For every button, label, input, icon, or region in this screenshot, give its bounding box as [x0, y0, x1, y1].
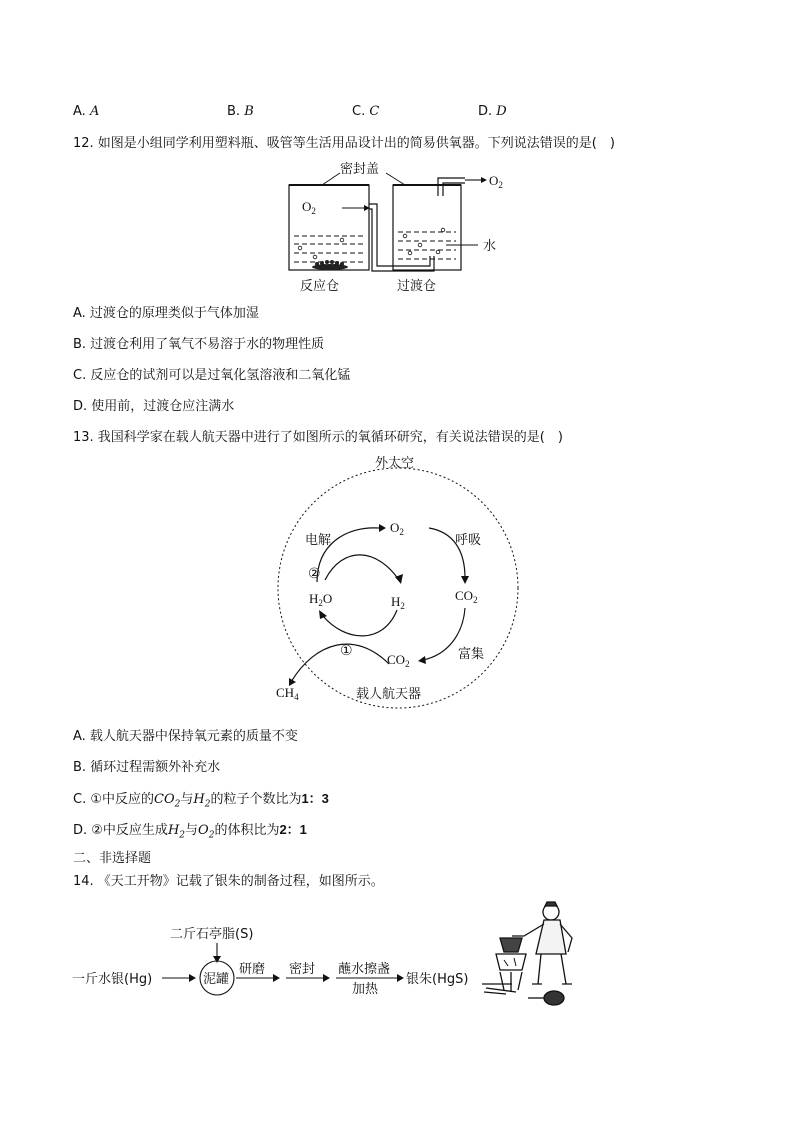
o2-outlet-label: $O_2$	[489, 173, 503, 190]
q13-option-b[interactable]: B. 循环过程需额外补充水	[73, 760, 221, 775]
water-label: 水	[483, 239, 497, 254]
co2-bottom-label: $CO_2$	[387, 652, 410, 669]
reaction-chamber	[289, 185, 369, 270]
q11-option-a[interactable]: A. A	[73, 104, 100, 119]
q11-option-b[interactable]: B. B	[227, 104, 254, 119]
seal-step: 密封	[289, 962, 316, 977]
respiration-label: 呼吸	[455, 533, 482, 548]
q12-stem: 12. 如图是小组同学利用塑料瓶、吸管等生活用品设计出的简易供氧器。下列说法错误的是( )	[73, 136, 615, 151]
q14-process-diagram	[66, 900, 586, 1020]
transition-chamber	[393, 185, 461, 270]
mercury-label: 一斤水银(Hg)	[72, 972, 153, 987]
q13-oxygen-cycle-diagram	[265, 450, 535, 720]
q11-option-d[interactable]: D. D	[478, 104, 507, 119]
section-heading: 二、非选择题	[73, 851, 152, 866]
h2o-label: $H_2O$	[309, 591, 333, 608]
spacecraft-boundary	[278, 468, 518, 708]
clay-pot-label: 泥罐	[203, 972, 230, 987]
woodcut-illustration	[482, 902, 572, 1005]
q13-option-d[interactable]: D. ②中反应生成$H_2$与$O_2$的体积比为2：1	[73, 822, 307, 841]
electrolysis-h2-arrow	[325, 555, 399, 580]
q12-oxygen-supplier-diagram	[280, 156, 530, 296]
h2-label: $H_2$	[391, 594, 405, 611]
co2-top-label: $CO_2$	[455, 588, 478, 605]
q13-stem: 13. 我国科学家在载人航天器中进行了如图所示的氧循环研究，有关说法错误的是( )	[73, 430, 563, 445]
heat-step: 加热	[352, 982, 379, 997]
electrolysis-label: 电解	[305, 533, 332, 548]
q11-option-c[interactable]: C. C	[352, 104, 380, 119]
o2-inlet-label: $O_2$	[302, 199, 316, 216]
ch4-label: $CH_4$	[276, 685, 299, 702]
reaction-chamber-label: 反应仓	[300, 279, 340, 294]
lid-label: 密封盖	[340, 162, 380, 177]
reaction-1-marker: ①	[340, 643, 353, 659]
q13-option-a[interactable]: A. 载人航天器中保持氧元素的质量不变	[73, 729, 298, 744]
transition-chamber-label: 过渡仓	[397, 279, 437, 294]
reaction1-h2o-arrow	[323, 610, 397, 636]
wipe-step: 蘸水擦盏	[338, 962, 391, 977]
o2-label: $O_2$	[390, 520, 404, 537]
connecting-tube	[369, 204, 434, 271]
reaction-2-marker: ②	[308, 566, 321, 582]
spacecraft-label: 载人航天器	[356, 687, 422, 702]
q14-stem: 14. 《天工开物》记载了银朱的制备过程，如图所示。	[73, 874, 384, 889]
q12-option-a[interactable]: A. 过渡仓的原理类似于气体加湿	[73, 306, 259, 321]
grind-step: 研磨	[239, 962, 266, 977]
q13-option-c[interactable]: C. ①中反应的$CO_2$与$H_2$的粒子个数比为1：3	[73, 791, 329, 810]
enrich-label: 富集	[458, 647, 485, 662]
outer-space-label: 外太空	[375, 456, 415, 471]
q12-option-d[interactable]: D. 使用前，过渡仓应注满水	[73, 399, 235, 414]
q12-option-b[interactable]: B. 过渡仓利用了氧气不易溶于水的物理性质	[73, 337, 325, 352]
product-label: 银朱(HgS)	[406, 972, 469, 987]
sulfur-label: 二斤石亭脂(S)	[170, 927, 254, 942]
q12-option-c[interactable]: C. 反应仓的试剂可以是过氧化氢溶液和二氧化锰	[73, 368, 351, 383]
